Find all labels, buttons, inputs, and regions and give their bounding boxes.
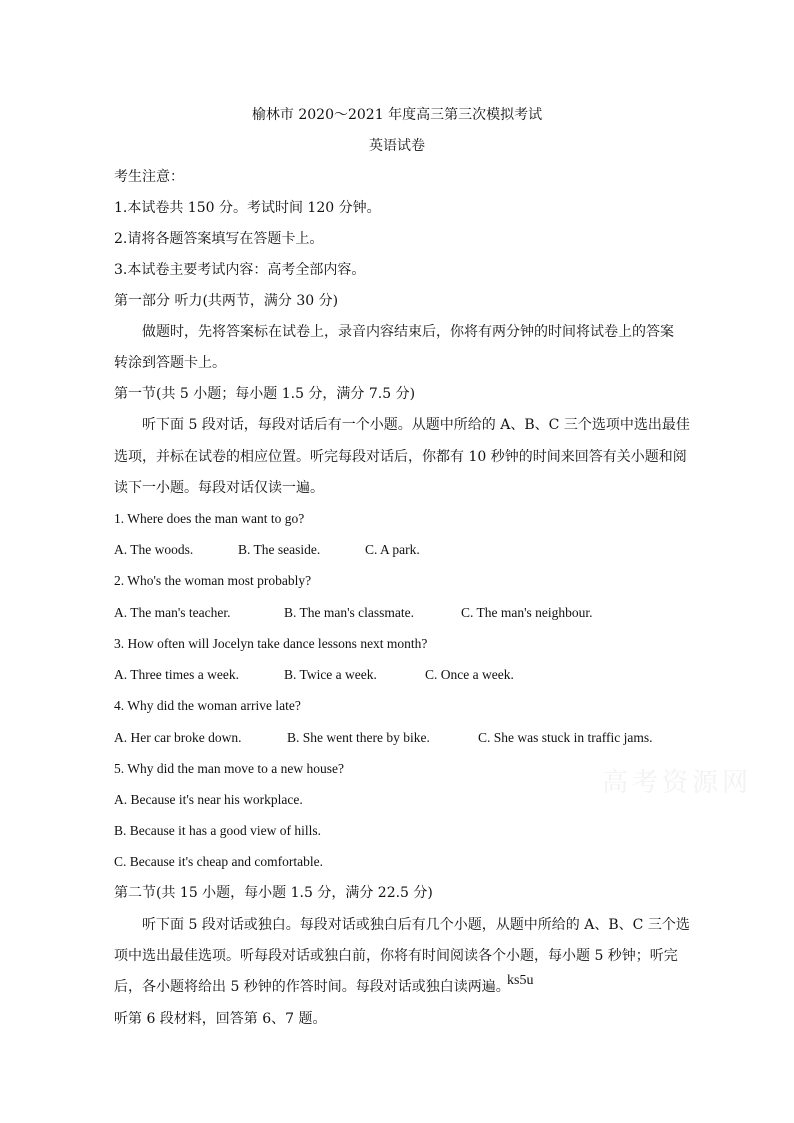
option-b: B. The man's classmate. (284, 605, 415, 620)
part1-heading: 第一部分 听力(共两节，满分 30 分) (114, 293, 339, 309)
notice-item: 3.本试卷主要考试内容：高考全部内容。 (114, 262, 366, 278)
section1-heading: 第一节(共 5 小题；每小题 1.5 分，满分 7.5 分) (114, 386, 416, 402)
section2-instructions: 听下面 5 段对话或独白。每段对话或独白后有几个小题，从题中所给的 A、B、C 三个选 (142, 917, 690, 933)
question-text: 3. How often will Jocelyn take dance lessons next month? (114, 636, 428, 651)
section1-instructions: 读下一小题。每段对话仅读一遍。 (114, 480, 324, 496)
option-b: B. Twice a week. (284, 667, 377, 682)
option-a: A. Her car broke down. (114, 730, 242, 745)
section1-instructions: 选项，并标在试卷的相应位置。听完每段对话后，你都有 10 秒钟的时间来回答有关小题和阅 (114, 449, 687, 465)
next-material: 听第 6 段材料，回答第 6、7 题。 (114, 1011, 327, 1027)
option-c: C. She was stuck in traffic jams. (478, 730, 653, 745)
option-b: B. Because it has a good view of hills. (114, 823, 321, 838)
section2-heading: 第二节(共 15 小题，每小题 1.5 分，满分 22.5 分) (114, 885, 433, 901)
option-a: A. The man's teacher. (114, 605, 231, 620)
exam-title: 榆林市 2020～2021 年度高三第三次模拟考试 (251, 107, 543, 123)
part1-intro: 做题时，先将答案标在试卷上，录音内容结束后，你将有两分钟的时间将试卷上的答案 (142, 324, 674, 340)
section2-instructions: 后，各小题将给出 5 秒钟的作答时间。每段对话或独白读两遍。 (114, 979, 510, 995)
option-a: A. Three times a week. (114, 667, 239, 682)
option-c: C. The man's neighbour. (461, 605, 593, 620)
section1-instructions: 听下面 5 段对话，每段对话后有一个小题。从题中所给的 A、B、C 三个选项中选出最佳 (142, 417, 690, 433)
option-a: A. Because it's near his workplace. (114, 792, 303, 807)
question-text: 5. Why did the man move to a new house? (114, 761, 344, 776)
option-b: B. The seaside. (238, 542, 321, 557)
question-text: 2. Who's the woman most probably? (114, 573, 312, 588)
watermark: 高考资源网 (602, 768, 753, 798)
section2-instructions: 项中选出最佳选项。听每段对话或独白前，你将有时间阅读各个小题，每小题 5 秒钟；听完 (114, 948, 678, 964)
question-text: 1. Where does the man want to go? (114, 511, 305, 526)
notice-item: 1.本试卷共 150 分。考试时间 120 分钟。 (114, 200, 381, 216)
ks5u-mark: ks5u (507, 973, 534, 988)
option-b: B. She went there by bike. (287, 730, 430, 745)
exam-subtitle: 英语试卷 (369, 138, 425, 154)
option-c: C. A park. (365, 542, 420, 557)
question-text: 4. Why did the woman arrive late? (114, 698, 301, 713)
notice-item: 2.请将各题答案填写在答题卡上。 (114, 231, 324, 247)
part1-intro: 转涂到答题卡上。 (114, 355, 226, 371)
option-c: C. Because it's cheap and comfortable. (114, 854, 323, 869)
option-a: A. The woods. (114, 542, 194, 557)
option-c: C. Once a week. (425, 667, 514, 682)
notice-heading: 考生注意： (114, 169, 184, 185)
